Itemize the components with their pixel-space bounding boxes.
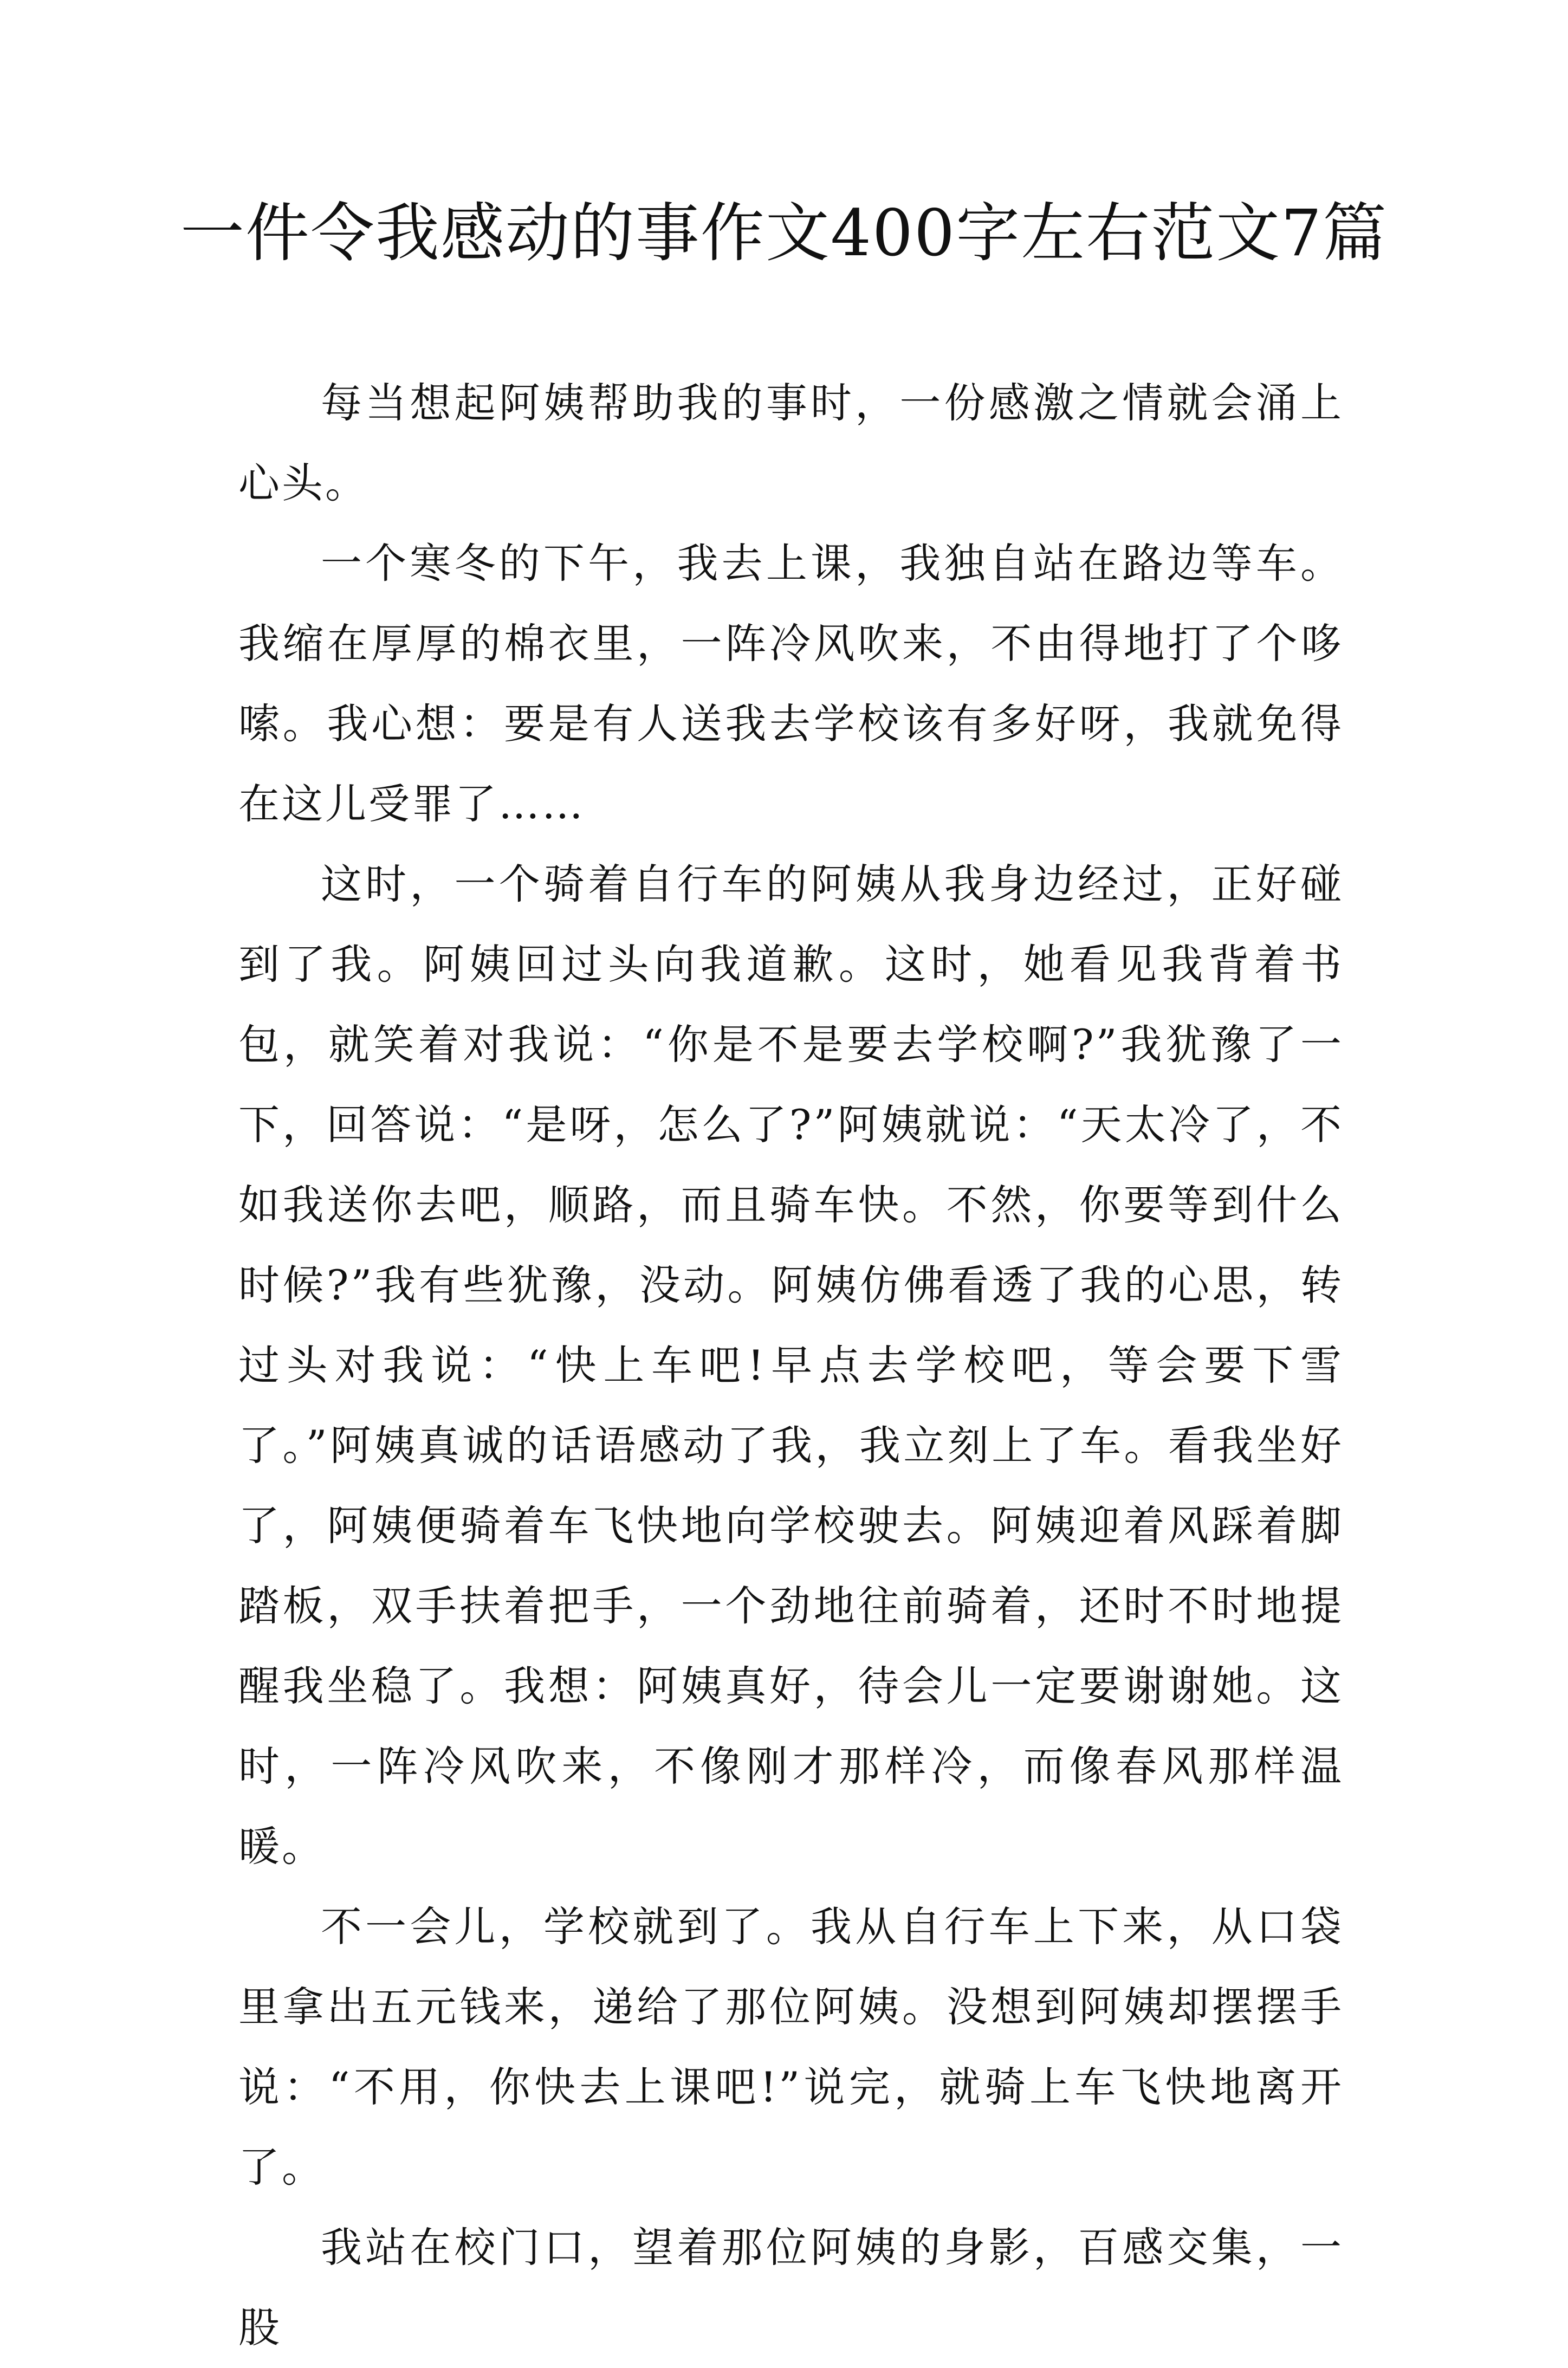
document-body [238,363,1344,2368]
paragraph-4: 不一会儿，学校就到了。我从自行车上下来，从口袋里拿出五元钱来，递给了那位阿姨。没想到阿姨却摆摆手说：“不用，你快去上课吧!”说完，就骑上车飞快地离开了。 [238,1903,1344,2191]
paragraph-2: 一个寒冬的下午，我去上课，我独自站在路边等车。我缩在厚厚的棉衣里，一阵冷风吹来，不由得地打了个哆嗦。我心想：要是有人送我去学校该有多好呀，我就免得在这儿受罪了…… [238,539,1344,828]
document-title: 一件令我感动的事作文400字左右范文7篇 [180,196,1388,270]
paragraph-1: 每当想起阿姨帮助我的事时，一份感激之情就会涌上心头。 [238,379,1344,507]
paragraph-5: 我站在校门口，望着那位阿姨的身影，百感交集，一股 [238,2223,1344,2352]
paragraph-3: 这时，一个骑着自行车的阿姨从我身边经过，正好碰到了我。阿姨回过头向我道歉。这时，她看见我背着书包，就笑着对我说：“你是不是要去学校啊?”我犹豫了一下，回答说：“是呀，怎么了?”阿姨就说：“天太冷了，不如我送你去吧，顺路，而且骑车快。不然，你要等到什么时候?”我有些犹豫，没动。阿姨仿佛看透了我的心思，转过头对我说：“快上车吧!早点去学校吧，等会要下雪了。”阿姨真诚的话语感动了我，我立刻上了车。看我坐好了，阿姨便骑着车飞快地向学校驶去。阿姨迎着风踩着脚踏板，双手扶着把手，一个劲地往前骑着，还时不时地提醒我坐稳了。我想：阿姨真好，待会儿一定要谢谢她。这时，一阵冷风吹来，不像刚才那样冷，而像春风那样温暖。 [238,860,1344,1871]
